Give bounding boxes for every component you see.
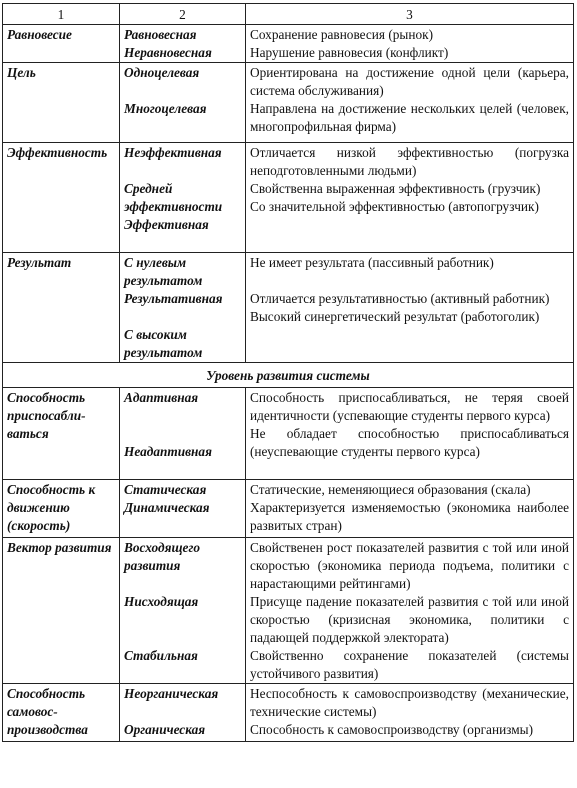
description-text: Способность к самовоспроизводству (организмы) <box>250 722 534 737</box>
column-number-row <box>3 4 574 25</box>
type-label: Неэффективная <box>124 145 222 160</box>
description-cell <box>246 480 574 538</box>
description-text: Отличается результативностью (активный работник) <box>250 291 550 306</box>
table-row <box>3 253 574 363</box>
type-label: С высоким результатом <box>124 327 203 360</box>
description-text: Сохранение равновесия (рынок) <box>250 27 434 42</box>
criterion-cell: Равновесие <box>3 25 120 63</box>
table-row <box>3 63 574 143</box>
description-text: Не имеет результата (пассивный работник) <box>250 255 494 270</box>
description-text: Высокий синергетический результат (работоголик) <box>250 309 540 324</box>
description-cell <box>246 684 574 742</box>
table-row <box>3 480 574 538</box>
description-cell <box>246 388 574 480</box>
type-label: Результативная <box>124 291 223 306</box>
column-number-2: 2 <box>120 4 246 25</box>
description-text: Свойственен рост показателей развития с той или иной скоростью (экономика периода подъема, политики с нарастающими рейтингами) <box>250 540 569 591</box>
type-label: Органическая <box>124 722 206 737</box>
criterion-cell: Результат <box>3 253 120 363</box>
types-cell <box>120 388 246 480</box>
type-label: Статическая <box>124 482 207 497</box>
type-label: Неравновесная <box>124 45 212 60</box>
section-title: Уровень развития системы <box>3 363 574 388</box>
type-label: Равновесная <box>124 27 197 42</box>
table-row <box>3 538 574 684</box>
description-text: Свойственно сохранение показателей (системы устойчивого развития) <box>250 648 569 681</box>
section-row <box>3 363 574 388</box>
types-cell <box>120 480 246 538</box>
criterion-cell: Эффективность <box>3 143 120 253</box>
type-label: Одноцелевая <box>124 65 200 80</box>
description-text: Не обладает способностью приспосабливаться (неуспевающие студенты первого курса) <box>250 426 569 459</box>
column-number-1: 1 <box>3 4 120 25</box>
description-text: Отличается низкой эффективностью (погрузка неподготовленными людьми) <box>250 145 569 178</box>
type-label: Стабильная <box>124 648 198 663</box>
type-label: Неорганическая <box>124 686 219 701</box>
type-label: Средней эффективности <box>124 181 223 214</box>
description-text: Характеризуется изменяемостью (экономика наиболее развитых стран) <box>250 500 569 533</box>
table-row <box>3 388 574 480</box>
criterion-cell: Способность к движению (скорость) <box>3 480 120 538</box>
type-label: Многоцелевая <box>124 101 207 116</box>
criterion-cell: Вектор развития <box>3 538 120 684</box>
description-text: Неспособность к самовоспроизводству (механические, технические системы) <box>250 686 569 719</box>
type-label: Восходящего развития <box>124 540 201 573</box>
description-text: Направлена на достижение нескольких целей (человек, многопрофильная фирма) <box>250 101 569 134</box>
types-cell <box>120 25 246 63</box>
description-text: Ориентирована на достижение одной цели (карьера, система обслуживания) <box>250 65 569 98</box>
description-text: Свойственна выраженная эффективность (грузчик) <box>250 181 541 196</box>
description-cell <box>246 253 574 363</box>
types-cell <box>120 684 246 742</box>
type-label: Динамическая <box>124 500 210 515</box>
description-text: Присуще падение показателей развития с той или иной скоростью (кризисная экономика, политики с падающей поддержкой электората) <box>250 594 569 645</box>
criterion-cell: Способность самовос-производства <box>3 684 120 742</box>
type-label: Неадаптивная <box>124 444 212 459</box>
description-cell <box>246 538 574 684</box>
types-cell <box>120 143 246 253</box>
description-cell <box>246 63 574 143</box>
table-row <box>3 684 574 742</box>
description-text: Со значительной эффективностью (автопогрузчик) <box>250 199 539 214</box>
types-cell <box>120 63 246 143</box>
type-label: С нулевым результатом <box>124 255 203 288</box>
description-text: Статические, неменяющиеся образования (скала) <box>250 482 531 497</box>
table-row <box>3 25 574 63</box>
criterion-cell: Способность приспосабли-ваться <box>3 388 120 480</box>
table-row <box>3 143 574 253</box>
types-cell <box>120 538 246 684</box>
column-number-3: 3 <box>246 4 574 25</box>
types-cell <box>120 253 246 363</box>
description-cell <box>246 25 574 63</box>
type-label: Адаптивная <box>124 390 199 405</box>
classification-table <box>2 3 574 742</box>
description-text: Способность приспосабливаться, не теряя своей идентичности (успевающие студенты первого курса) <box>250 390 569 423</box>
type-label: Нисходящая <box>124 594 199 609</box>
type-label: Эффективная <box>124 217 209 232</box>
criterion-cell: Цель <box>3 63 120 143</box>
description-text: Нарушение равновесия (конфликт) <box>250 45 449 60</box>
description-cell <box>246 143 574 253</box>
